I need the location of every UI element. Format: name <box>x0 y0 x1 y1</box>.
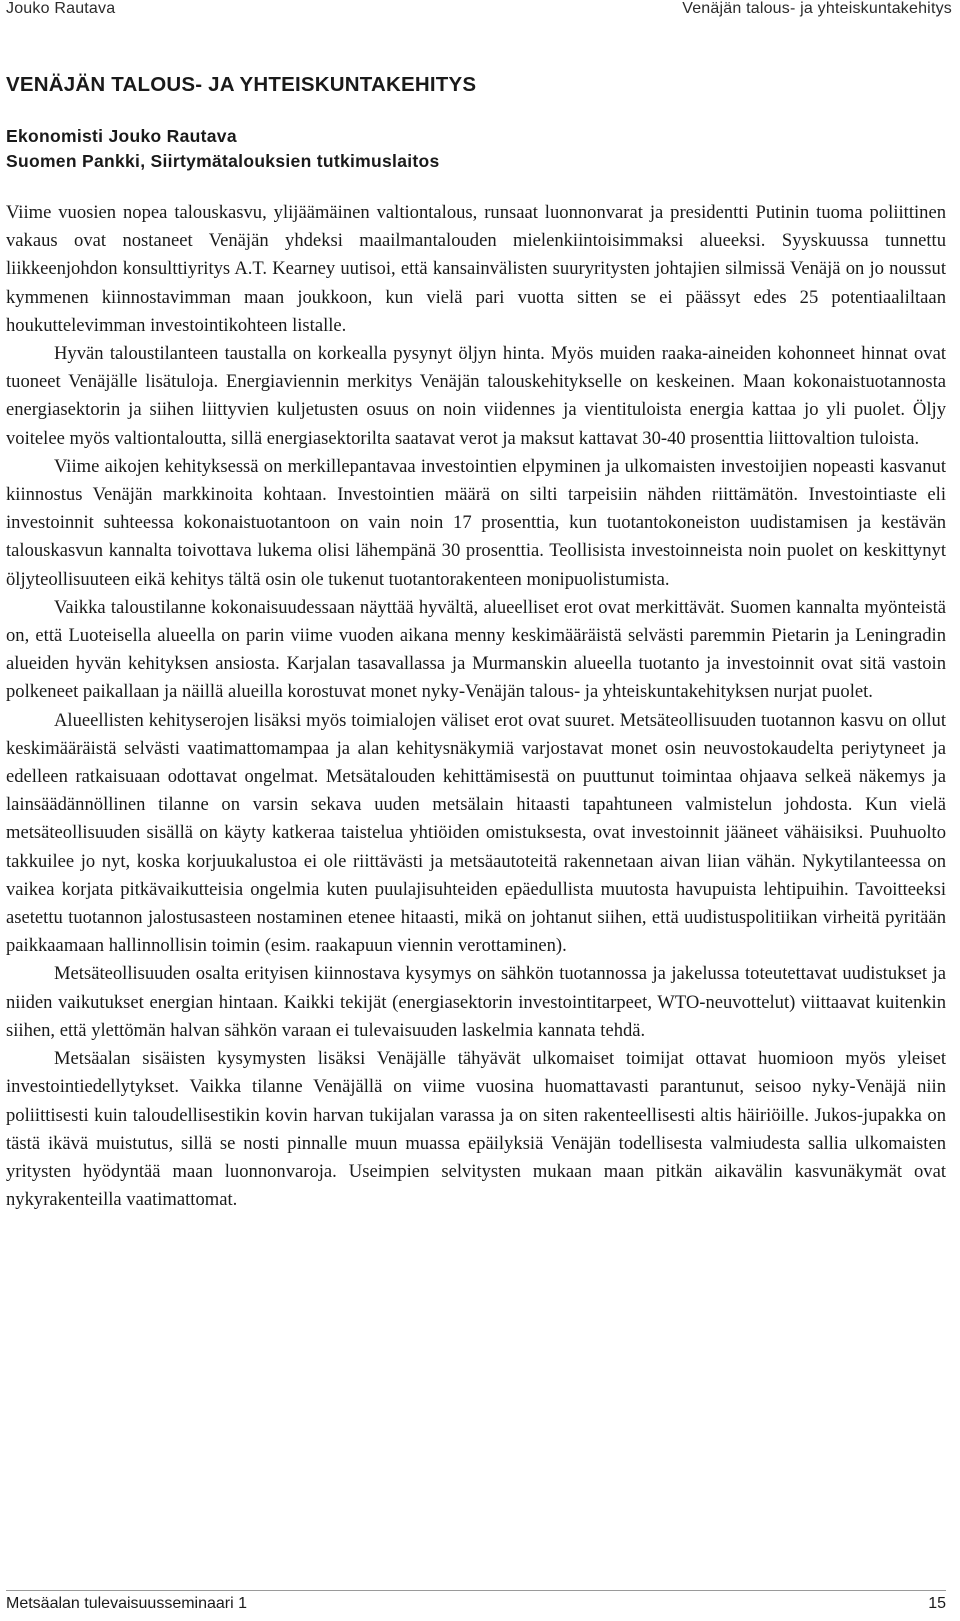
author-line: Ekonomisti Jouko Rautava <box>6 126 237 146</box>
header-section-title: Venäjän talous- ja yhteiskuntakehitys <box>682 0 952 17</box>
header-author: Jouko Rautava <box>6 0 116 17</box>
running-footer <box>6 1590 946 1619</box>
paragraph-7: Metsäalan sisäisten kysymysten lisäksi Venäjälle tähyävät ulkomaiset toimijat ottavat huomioon myös yleiset investointiedellytykset. Vaikka tilanne Venäjällä on viime vuosina huomattavasti parantunut, seisoo nyky-Venäjä niin poliittisesti kuin taloudellisestikin kovin harvan tukijalan varassa ja on siten rakenteellisesti altis häiriöille. Jukos-jupakka on tästä ikävä muistutus, sillä se nosti pinnalle muun muassa epäilyksiä Venäjän todellisesta valmiudesta sallia ulkomaisten yritysten hyödyntää maan luonnonvaroja. Useimpien selvitysten mukaan maan pitkän aikavälin kasvunäkymät ovat nykyrakenteilla vaatimattomat. <box>6 1048 946 1211</box>
running-header <box>6 0 952 24</box>
paragraph-4: Vaikka taloustilanne kokonaisuudessaan näyttää hyvältä, alueelliset erot ovat merkittävät. Suomen kannalta myönteistä on, että Luoteisella alueella on parin viime vuoden aikana menny keskimääräistä selvästi paremmin Pietarin ja Leningradin alueiden hyvän kehityksen ansiosta. Karjalan tasavallassa ja Murmanskin alueella tuotanto ja investoinnit ovat sitä vastoin polkeneet paikallaan ja näillä alueilla korostuvat monet nyky-Venäjän talous- ja yhteiskuntakehityksen nurjat puolet. <box>6 596 946 703</box>
paragraph-3: Viime aikojen kehityksessä on merkillepantavaa investointien elpyminen ja ulkomaisten investoijien nopeasti kasvanut kiinnostus Venäjän markkinoita kohtaan. Investointien määrä on silti tarpeisiin nähden riittämätön. Investointiaste eli investoinnit suhteessa kokonaistuotantoon on vain noin 17 prosenttia, kun tuotantokoneiston uudistamisen ja kestävän talouskasvun kannalta toivottava lukema olisi lähempänä 30 prosenttia. Teollisista investoinneista noin puolet on keskittynyt öljyteollisuuteen eikä kehitys tältä osin ole tukenut tuotantorakenteen monipuolistumista. <box>6 455 946 590</box>
page-number: 15 <box>928 1595 946 1612</box>
paragraph-2: Hyvän taloustilanteen taustalla on korkealla pysynyt öljyn hinta. Myös muiden raaka-aineiden kohonneet hinnat ovat tuoneet Venäjälle lisätuloja. Energiaviennin merkitys Venäjän talouskehitykselle on keskeinen. Maan kokonaistuotannosta energiasektorin ja siihen liittyvien kuljetusten osuus on noin viidennes ja vientituloista energia kattaa jo yli puolet. Öljy voitelee myös valtiontaloutta, sillä energiasektorilta saatavat verot ja maksut kattavat 30-40 prosenttia liittovaltion tuloista. <box>6 343 946 449</box>
affiliation: Suomen Pankki, Siirtymätalouksien tutkimuslaitos <box>6 151 440 171</box>
paragraph-1: Viime vuosien nopea talouskasvu, ylijäämäinen valtiontalous, runsaat luonnonvarat ja presidentti Putinin tuoma poliittinen vakaus ovat nostaneet Venäjän yhdeksi maailmantalouden mielenkiintoisimmaksi alueeksi. Syyskuussa tunnettu liikkeenjohdon konsulttiyritys A.T. Kearney uutisoi, että kansainvälisten suuryritysten johtajien silmissä Venäjä on jo noussut kymmenen kiinnostavimman maan joukkoon, kun vielä pari vuotta sitten se ei päässyt edes 25 potentiaaliltaan houkuttelevimman investointikohteen listalle. <box>6 202 946 336</box>
paragraph-5: Alueellisten kehityserojen lisäksi myös toimialojen väliset erot ovat suuret. Metsäteollisuuden tuotannon kasvu on ollut keskimääräistä selvästi vaatimattomampaa ja alan kehitysnäkymiä varjostavat monet osin neuvostokaudelta periytyneet ja edelleen ratkaisuaan odottavat ongelmat. Metsätalouden kehittämisestä on puuttunut toimintaa ohjaava selkeä näkemys ja lainsäädännöllinen tilanne on varsin sekava uuden metsälain hitaasti tapahtuneen valmistelun johdosta. Kun vielä metsäteollisuuden sisällä on käyty katkeraa taistelua yhtiöiden omistuksesta, ovat investoinnit jääneet vähäisiksi. Puuhuolto takkuilee jo nyt, koska korjuukalustoa ei ole riittävästi ja metsäautoteitä rakennetaan aivan liian vähän. Nykytilanteessa on vaikea korjata pitkävaikutteisia ongelmia kuten puulajisuhteiden epäedullista muutosta havupuista lehtipuihin. Tavoitteeksi asetettu tuotannon jalostusasteen nostaminen etenee hitaasti, mikä on johtanut siihen, että uudistuspolitiikan virheitä pyritään paikkaamaan hallinnollisin toimin (esim. raakapuun viennin verottaminen). <box>6 709 946 957</box>
body-text <box>6 199 946 1214</box>
page-title: VENÄJÄN TALOUS- JA YHTEISKUNTAKEHITYS <box>6 73 477 96</box>
byline <box>6 124 946 174</box>
footer-publication: Metsäalan tulevaisuusseminaari 1 <box>6 1595 248 1612</box>
paragraph-6: Metsäteollisuuden osalta erityisen kiinnostava kysymys on sähkön tuotannossa ja jakelussa toteutettavat uudistukset ja niiden vaikutukset energian hintaan. Kaikki tekijät (energiasektorin investointitarpeet, WTO-neuvottelut) viittaavat kuitenkin siihen, että ylettömän halvan sähkön varaan ei tulevaisuuden laskelmia kannata tehdä. <box>6 963 946 1041</box>
article <box>6 70 946 1214</box>
